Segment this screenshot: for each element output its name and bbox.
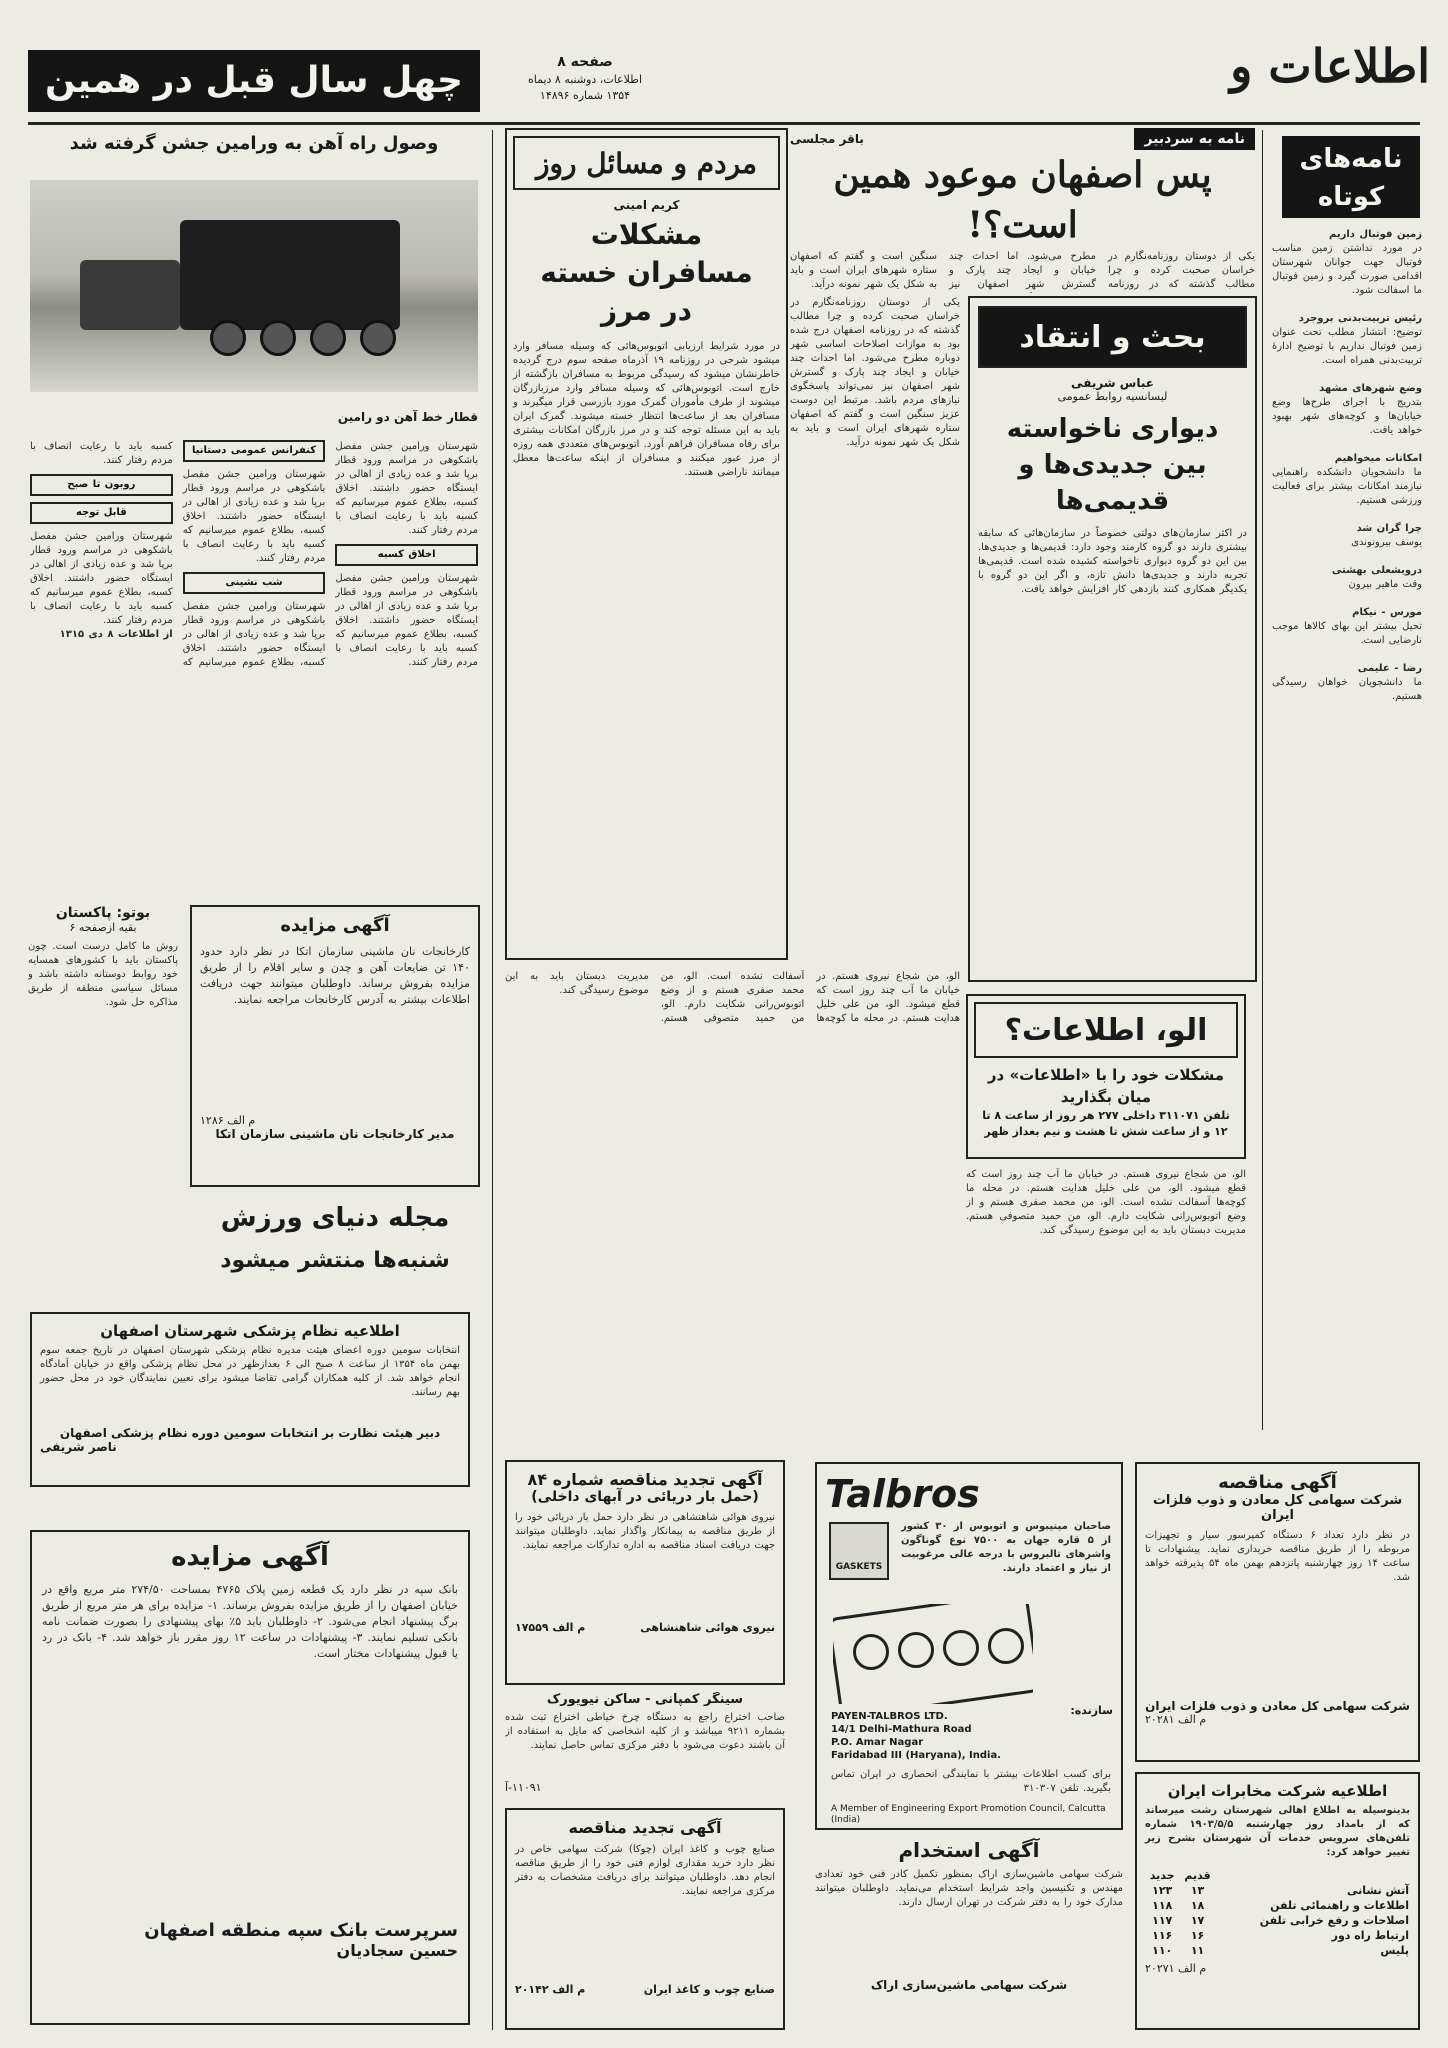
editorial-kicker: نامه به سردبیر: [1134, 128, 1255, 150]
tender-84-title: آگهی تجدید مناقصه شماره ۸۴: [527, 1470, 763, 1489]
forty-years-title: چهل سال قبل در همین: [45, 60, 463, 101]
wheel-shape: [360, 320, 396, 356]
debate-section: بحث و انتقاد: [1019, 319, 1206, 355]
tender-mining-code: م الف ۲۰۲۸۱: [1145, 1713, 1207, 1726]
short-letter-item: مورس - نیکام تحیل بیشتر این بهای کالاها موجب نارضایی است.: [1272, 607, 1422, 646]
auction-machinery-title: آگهی مزایده: [280, 915, 390, 936]
tender-wood-code: م الف ۲۰۱۴۲: [515, 1983, 586, 1996]
telecom-body: بدینوسیله به اطلاع اهالی شهرستان رشت میرساند که از بامداد روز چهارشنبه ۱۹۰۳/۵/۵ شماره تلفن‌های سرویس خدمات آن شهرستان بشرح زیر تغییر خواهد کرد:: [1145, 1805, 1410, 1858]
people-issues-box: [505, 128, 788, 960]
editorial-title: پس اصفهان موعود همین است؟!: [833, 154, 1212, 246]
talbros-maker-label: سازنده:: [1070, 1704, 1113, 1717]
tender-mining-subtitle: شرکت سهامی کل معادن و ذوب فلزات ایران: [1152, 1493, 1403, 1523]
short-letter-item: چرا گران شد یوسف بیرونوندی: [1351, 523, 1422, 548]
telecom-title: اطلاعیه شرکت مخابرات ایران: [1167, 1782, 1388, 1800]
forty-years-headline: وصول راه آهن به ورامین جشن گرفته شد: [69, 133, 439, 154]
page-label: صفحه ۸: [557, 54, 613, 70]
debate-title: دیواری ناخواسته بین جدیدی‌ها و قدیمی‌ها: [1006, 414, 1219, 516]
auction-bank-name: حسین سجادیان: [336, 1941, 458, 1960]
people-issues-body: در مورد شرایط ارزیابی اتوبوس‌هائی که وسیله مسافر وارد میشود شرحی در روزنامه ۱۹ آذرماه صفحه سوم درج گردیده خاطرنشان میشود که رسیدگی مربوط به مسافران بازگشته از خارج است. اتوبوس‌هائی که وسیله مسافر وارد مرزبازرگان میشوند از طرف مأموران گمرک مورد بازرسی قرار میگیرند و مسافران بعد از ساعت‌ها انتظار خسته میشوند. گمرک ایران باید به این مسئله توجه کند و در مرز بازرگان امکانات بیشتری برای رفاه مسافران فراهم آورد. اتوبوس‌های متعددی همه روزه از مرز عبور میکنند و مسافران از اینکه ساعت‌ها معطل میمانند ناراضی هستند.: [513, 341, 780, 478]
hello-etelaat-box: [966, 994, 1246, 1159]
sports-magazine-title: مجله دنیای ورزش: [220, 1203, 450, 1233]
table-row: پلیس ۱۱ ۱۱۰: [1152, 1944, 1409, 1957]
hiring-body: شرکت سهامی ماشین‌سازی اراک بمنظور تکمیل کادر فنی خود تعدادی مهندس و تکنیسین واجد شرایط استخدام می‌نماید. داوطلبان میتوانند مدارک خود را به دفتر شرکت در تهران ارسال دارند.: [815, 1869, 1123, 1908]
hello-etelaat-continued: الو، من شجاع نیروی هستم. در خیابان ما آب چند روز است که قطع میشود. الو، من علی خلیل هدایت هستم. در محله ما کوچه‌ها آسفالت نشده است. الو، من محمد صفری هستم و از وضع اتوبوس‌رانی شکایت دارم. الو، من حمید متصوفی هستم. مدیریت دبستان باید به این موضوع رسیدگی کند.: [966, 1169, 1246, 1236]
train-photo: [30, 180, 478, 392]
editorial-block: [790, 128, 1255, 293]
talbros-address-2: P.O. Amar Nagar: [831, 1737, 924, 1748]
debate-box: [968, 296, 1257, 982]
medical-notice-signature: دبیر هیئت نظارت بر انتخابات سومین دوره نظام پزشکی اصفهان: [59, 1426, 441, 1440]
subsection-heading: اخلاق کسبه: [335, 544, 478, 566]
medical-notice-name: ناصر شریفی: [40, 1440, 117, 1454]
tender-84-code: م الف ۱۷۵۵۹: [515, 1621, 586, 1634]
subsection-heading: شب نشینی: [183, 572, 326, 594]
singer-notice: [505, 1692, 785, 1802]
tender-wood-box: [505, 1808, 785, 2030]
section-title: اطلاعات و: [1230, 39, 1430, 93]
telecom-code: م الف ۲۰۲۷۱: [1145, 1962, 1207, 1975]
column-divider: [1262, 130, 1263, 1430]
short-letters-title: نامه‌های کوتاه: [1282, 136, 1420, 218]
table-row: آتش نشانی ۱۳ ۱۲۳: [1152, 1884, 1409, 1897]
photo-caption: قطار خط آهن دو رامین: [337, 410, 478, 424]
singer-code: ۱۱۰۹۱-آ: [505, 1781, 542, 1794]
masthead-rule: [28, 122, 1420, 125]
sports-magazine-schedule: شنبه‌ها منتشر میشود: [220, 1248, 450, 1273]
short-letter-item: زمین فوتبال داریم در مورد نداشتن زمین مناسب فوتبال جهت جوانان شهرستان اقدامی صورت گیرد و زمین فوتبال ما اسفالت شود.: [1272, 229, 1422, 296]
people-issues-section: مردم و مسائل روز: [535, 146, 758, 180]
auction-bank-signature: سرپرست بانک سپه منطقه اصفهان: [144, 1920, 458, 1941]
auction-bank-box: [30, 1530, 470, 2025]
telecom-notice: [1135, 1772, 1420, 2030]
telecom-table: [1145, 1868, 1410, 1958]
gasket-hole: [898, 1632, 934, 1668]
gasket-illustration: [833, 1604, 1033, 1704]
tender-mining-title: آگهی مناقصه: [1218, 1472, 1337, 1493]
auction-bank-body: بانک سپه در نظر دارد یک قطعه زمین پلاک ۴۷۶۵ بمساحت ۲۷۴/۵۰ متر مربع واقع در خیابان اصفهان را از طریق مزایده بفروش برساند. ۱- مزایده برای هر متر مربع از طریق برگ پیشنهاد انجام می‌شود. ۲- داوطلبان باید ۵٪ بهای پیشنهادی را بصورت ضمانت نامه بانکی تسلیم نمایند. ۳- پیشنهادات در ساعت ۱۲ روز مقرر باز خواهد شد. ۴- بانک در رد یا قبول پیشنهادات مختار است.: [42, 1583, 458, 1660]
editorial-continued: یکی از دوستان روزنامه‌نگارم در خراسان صحبت کرده و چرا مطالب گذشته که در روزنامه اصفهان درج شده بود به موازات اصلاحات اساسی شهر دوباره مطرح می‌شود. اما احداث چند خیابان و ایجاد چند پارک و گسترش شهر اصفهان نیز نمی‌تواند پاسخگوی نیازهای مردم باشد. مرتبط این دوست عزیز سنگین است و گفتم که اصفهان ستاره شهرهای ایران است و باید به شکل یک شهر نمونه درآید.: [790, 297, 960, 448]
talbros-ad: [815, 1462, 1123, 1830]
hiring-signature: شرکت سهامی ماشین‌سازی اراک: [870, 1978, 1068, 1992]
debate-body: در اکثر سازمان‌های دولتی خصوصاً در سازمان‌هائی که سابقه بیشتری دارند دو گروه کارمند وجود دارد: قدیمی‌ها و جدیدی‌ها. بین این دو گروه دیواری ناخواسته کشیده شده است. قدیمی‌ها تجربه دارند و جدیدی‌ها دانش تازه، و اگر این دو گروه با یکدیگر همکاری کنند بازدهی کار افزایش خواهد یافت.: [978, 528, 1247, 595]
short-letter-item: وضع شهرهای مشهد بتدریج با اجرای طرح‌ها وضع خیابان‌ها و کوچه‌های شهر بهبود خواهد یافت.: [1272, 383, 1422, 436]
auction-machinery-code: م الف ۱۲۸۶: [200, 1114, 256, 1127]
editorial-author: باقر مجلسی: [790, 132, 864, 146]
short-letter-item: رئیس تربیت‌بدنی بروجرد توضیح: انتشار مطلب تحت عنوان زمین فوتبال نداریم با توضیح ادارهٔ تربیت‌بدنی همراه است.: [1272, 313, 1422, 366]
wheel-shape: [210, 320, 246, 356]
people-issues-author: کریم امینی: [613, 198, 680, 212]
subsection-heading: قابل توجه: [30, 502, 173, 524]
medical-notice-title: اطلاعیه نظام پزشکی شهرستان اصفهان: [100, 1322, 400, 1340]
issue-header: [520, 52, 650, 122]
talbros-headline: صاحبان مینیبوس و اتوبوس از ۳۰ کشور از ۵ قاره جهان به ۷۵۰۰ نوع گوناگون واشرهای تالبروس با درجه عالی مرغوبیت از نیاز و اعتماد دارند.: [901, 1521, 1111, 1574]
wheel-shape: [260, 320, 296, 356]
hello-etelaat-body: الو، من شجاع نیروی هستم. در خیابان ما آب چند روز است که قطع میشود. الو، من علی خلیل هدایت هستم. در محله ما کوچه‌ها آسفالت نشده است. الو، من محمد صفری هستم و از وضع اتوبوس‌رانی شکایت دارم. الو، من حمید متصوفی هستم. مدیریت دبستان باید به این موضوع رسیدگی کند.: [505, 971, 960, 1024]
tender-84-signature: نیروی هوائی شاهنشاهی: [640, 1621, 775, 1634]
short-letters-list: [1272, 228, 1422, 1428]
botswana-block: [28, 905, 178, 1345]
tender-84-subtitle: (حمل بار دریائی در آبهای داخلی): [531, 1489, 759, 1505]
auction-machinery-signature: مدیر کارخانجات نان ماشینی سازمان اتکا: [215, 1127, 455, 1141]
editorial-body: یکی از دوستان روزنامه‌نگارم در خراسان صحبت کرده و چرا مطالب گذشته که در روزنامه مطرح می‌شود. اما احداث چند خیابان و ایجاد چند پارک و گسترش شهر اصفهان نیز سنگین است و گفتم که اصفهان ستاره شهرهای ایران است و باید به شکل یک شهر نمونه درآید.: [790, 251, 1255, 290]
tender-wood-signature: صنایع چوب و کاغذ ایران: [643, 1983, 775, 1996]
auction-bank-title: آگهی مزایده: [171, 1542, 329, 1572]
talbros-footer: A Member of Engineering Export Promotion Council, Calcutta (India): [831, 1804, 1106, 1825]
gasket-hole: [943, 1630, 979, 1666]
section-masthead: [1120, 28, 1430, 108]
issue-info: اطلاعات، دوشنبه ۸ دیماه ۱۳۵۴ شماره ۱۴۸۹۶: [527, 73, 642, 102]
debate-author: عباس شریفی: [1071, 376, 1154, 390]
tender-mining-box: [1135, 1462, 1420, 1762]
talbros-company: PAYEN-TALBROS LTD.: [831, 1711, 948, 1722]
tender-84-body: نیروی هوائی شاهنشاهی در نظر دارد حمل بار دریائی خود را از طریق مناقصه به پیمانکار واگذار نماید. داوطلبان میتوانند جهت دریافت اسناد مناقصه به اداره تدارکات مراجعه نمایند.: [515, 1512, 775, 1551]
talbros-brand: Talbros: [825, 1472, 980, 1516]
telecom-col-old: قدیم: [1184, 1869, 1211, 1882]
talbros-product-box: [829, 1522, 889, 1580]
sports-magazine: [190, 1195, 480, 1305]
wheel-shape: [310, 320, 346, 356]
medical-notice-box: [30, 1312, 470, 1487]
column-divider: [492, 130, 493, 2030]
table-row: ارتباط راه دور ۱۶ ۱۱۶: [1152, 1929, 1409, 1942]
locomotive-shape: [180, 220, 400, 330]
tender-mining-body: در نظر دارد تعداد ۶ دستگاه کمپرسور سیار و تجهیزات مربوطه را از طریق مناقصه خریداری نماید. پیشنهادات تا ساعت ۱۴ روز چهارشنبه پانزدهم بهمن ماه ۵۴ پذیرفته خواهد شد.: [1145, 1530, 1411, 1583]
short-letter-item: رضا - علیمی ما دانشجویان خواهان رسیدگی هستیم.: [1272, 663, 1422, 702]
gasket-hole: [988, 1628, 1024, 1664]
forty-years-banner: [28, 50, 480, 112]
botswana-title: بوتو: پاکستان: [55, 905, 151, 921]
table-row: اصلاحات و رفع خرابی تلفن ۱۷ ۱۱۷: [1152, 1914, 1409, 1927]
table-row: اطلاعات و راهنمائی تلفن ۱۸ ۱۱۸: [1152, 1899, 1409, 1912]
singer-body: صاحب اختراع راجع به دستگاه چرخ خیاطی اختراع ثبت شده بشماره ۹۲۱۱ میباشد و از کلیه اشخاصی که مایل به استفاده از آن باشند دعوت می‌شود با دفتر مرکزی تماس حاصل نمایند.: [505, 1712, 785, 1751]
auction-machinery-box: [190, 905, 480, 1187]
botswana-body: روش ما کامل درست است. چون پاکستان باید با کشورهای همسایه خود روابط دوستانه داشته باشد و مسائل سیاسی منطقه از طریق مذاکره حل شود.: [28, 941, 178, 1008]
hello-etelaat-subtitle: مشکلات خود را با «اطلاعات» در میان بگذارید: [987, 1066, 1225, 1106]
tender-84-box: [505, 1460, 785, 1685]
hello-etelaat-section: الو، اطلاعات؟: [1004, 1012, 1208, 1048]
subsection-heading: روبون تا صبح: [30, 474, 173, 496]
auction-machinery-body: کارخانجات نان ماشینی سازمان اتکا در نظر دارد حدود ۱۴۰ تن ضایعات آهن و چدن و سایر اقلام را از طریق مزایده بفروش برساند. داوطلبان میتوانند جهت دریافت اطلاعات بیشتر به آدرس کارخانجات مراجعه نمایند.: [200, 945, 470, 1006]
hiring-title: آگهی استخدام: [898, 1838, 1040, 1862]
medical-notice-body: انتخابات سومین دوره اعضای هیئت مدیره نظام پزشکی شهرستان اصفهان در تاریخ جمعه سوم بهمن ماه ۱۳۵۴ از ساعت ۸ صبح الی ۶ بعدازظهر در محل نظام پزشکی واقع در خیابان آمادگاه انجام خواهد شد. از کلیه همکاران گرامی تقاضا میشود برای تعیین نمایندگان خود در محل حضور بهم رسانند.: [40, 1345, 460, 1398]
telecom-col-new: جدید: [1149, 1869, 1175, 1882]
talbros-agent: برای کسب اطلاعات بیشتر با نمایندگی انحصاری در ایران تماس بگیرید. تلفن ۳۱۰۳۰۷: [831, 1769, 1111, 1794]
wagon-shape: [80, 260, 180, 330]
talbros-address: [831, 1710, 1041, 1762]
forty-years-body: شهرستان ورامین جشن مفصل باشکوهی در مراسم ورود قطار برپا شد و عده زیادی از اهالی در ایستگاه حضور داشتند. اخلاق کسبه، بطلاع عموم میرسانیم که کسبه باید با رعایت انصاف با مردم رفتار کنند. اخلاق کسبه شهرستان ورامین جشن مفصل باشکوهی در مراسم ورود قطار برپا شد و عده زیادی از اهالی در ایستگاه حضور داشتند. اخلاق کسبه، بطلاع عموم میرسانیم که کسبه باید با رعایت انصاف با مردم رفتار کنند. کنفرانس عمومی دستانیا شهرستان ورامین جشن مفصل باشکوهی در مراسم ورود قطار برپا شد و عده زیادی از اهالی در ایستگاه حضور داشتند. اخلاق کسبه، بطلاع عموم میرسانیم که کسبه باید با رعایت انصاف با مردم رفتار کنند. شب نشینی شهرستان ورامین جشن مفصل باشکوهی در مراسم ورود قطار برپا شد و عده زیادی از اهالی در ایستگاه حضور داشتند. اخلاق کسبه، بطلاع عموم میرسانیم که کسبه باید با رعایت انصاف با مردم رفتار کنند. روبون تا صبح قابل توجه شهرستان ورامین جشن مفصل باشکوهی در مراسم ورود قطار برپا شد و عده زیادی از اهالی در ایستگاه حضور داشتند. اخلاق کسبه، بطلاع عموم میرسانیم که کسبه باید با رعایت انصاف با مردم رفتار کنند. از اطلاعات ۸ دی ۱۳۱۵: [30, 441, 478, 668]
talbros-address-1: 14/1 Delhi-Mathura Road: [831, 1724, 972, 1735]
people-issues-title: مشکلات مسافران خسته در مرز: [540, 218, 753, 327]
botswana-subtitle: بقیه ازصفحه ۶: [69, 921, 137, 934]
hiring-notice: [815, 1838, 1123, 2030]
gasket-hole: [853, 1634, 889, 1670]
subsection-heading: کنفرانس عمومی دستانیا: [183, 440, 326, 462]
singer-title: سینگر کمپانی - ساکن نیویورک: [546, 1692, 744, 1707]
short-letter-item: امکانات میخواهیم ما دانشجویان دانشکده راهنمایی نیازمند امکانات بیشتر برای فعالیت ورزشی هستیم.: [1272, 453, 1422, 506]
debate-author-role: لیسانسیه روابط عمومی: [1057, 390, 1168, 403]
tender-mining-signature: شرکت سهامی کل معادن و ذوب فلزات ایران: [1145, 1699, 1410, 1713]
talbros-box-label: GASKETS: [835, 1562, 883, 1572]
tender-wood-body: صنایع چوب و کاغذ ایران (چوکا) شرکت سهامی خاص در نظر دارد خرید مقداری لوازم فنی خود را از طریق مناقصه انجام دهد. داوطلبان میتوانند برای دریافت مشخصات به دفتر مرکزی مراجعه نمایند.: [515, 1844, 775, 1897]
short-letter-item: درویشعلی بهشتی وقت ماهیر بیرون: [1331, 565, 1422, 590]
tender-wood-title: آگهی تجدید مناقصه: [568, 1818, 722, 1837]
hello-etelaat-phone: تلفن ۳۱۱۰۷۱ داخلی ۲۷۷ هر روز از ساعت ۸ تا ۱۲ و از ساعت شش تا هشت و نیم بعداز ظهر: [982, 1109, 1230, 1138]
forty-years-source: از اطلاعات ۸ دی ۱۳۱۵: [59, 629, 173, 640]
talbros-address-3: Faridabad III (Haryana), India.: [831, 1750, 1002, 1761]
